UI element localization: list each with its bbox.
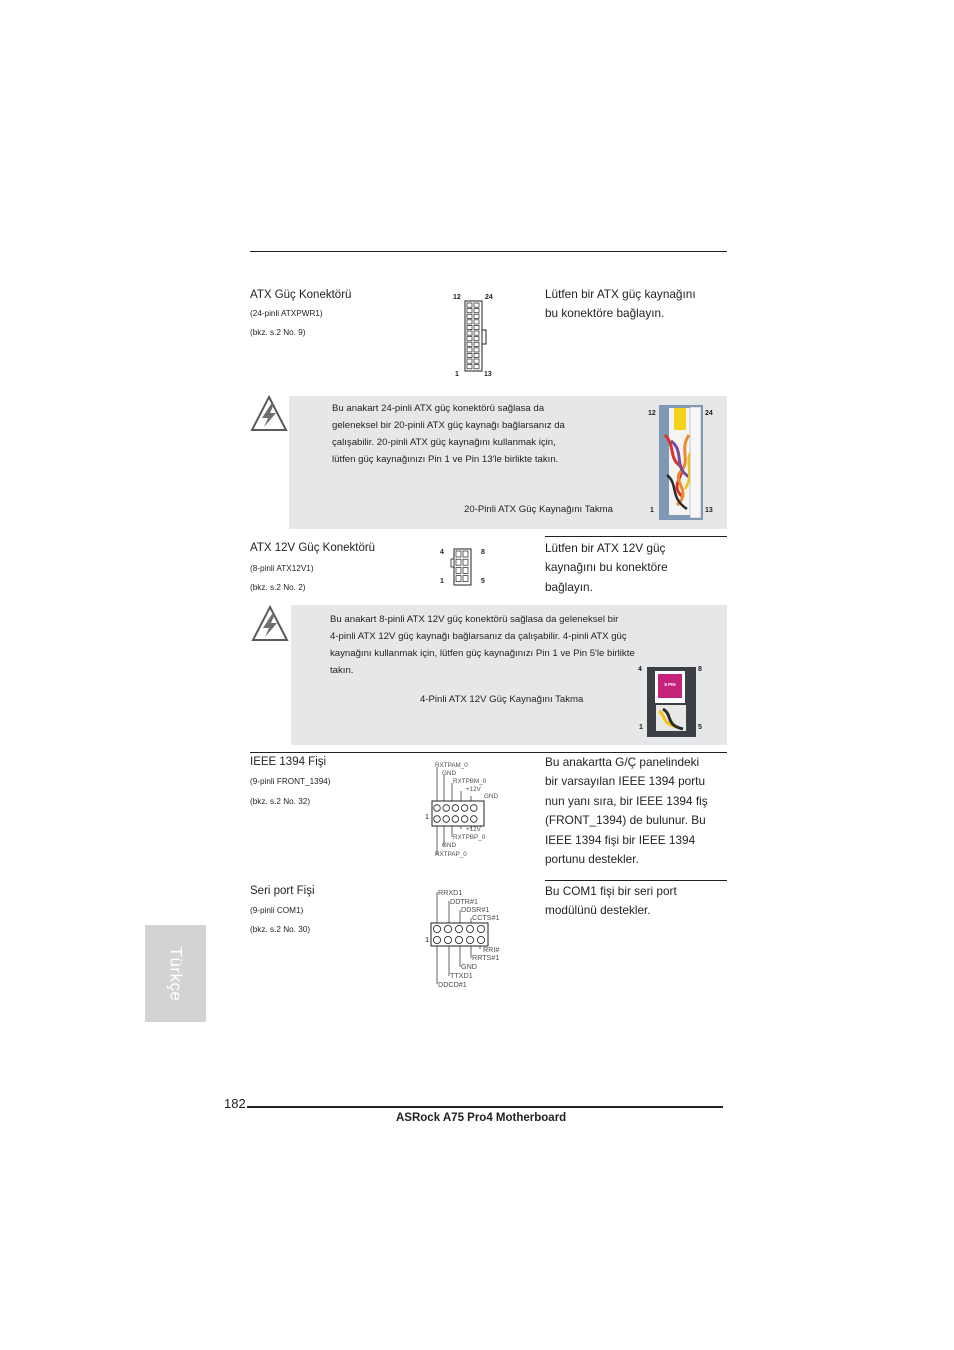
atx12v-photo-pin-8-label: 8 bbox=[698, 666, 702, 673]
connector-pin bbox=[467, 325, 472, 329]
connector-pin bbox=[474, 337, 479, 341]
connector-pin bbox=[467, 359, 472, 363]
connector-pin bbox=[474, 342, 479, 346]
connector-pin bbox=[444, 925, 451, 932]
ieee-desc-line: (FRONT_1394) de bulunur. Bu bbox=[545, 813, 706, 828]
atx-note-line: Bu anakart 24-pinli ATX güç konektörü sağlasa da bbox=[332, 403, 545, 414]
connector-pin bbox=[467, 331, 472, 335]
ieee-pin-label: RXTPBP_0 bbox=[453, 834, 486, 841]
ieee-pin-label: +12V bbox=[466, 786, 481, 793]
connector-pin bbox=[467, 314, 472, 318]
connector-pin bbox=[467, 365, 472, 369]
ieee-pin-label: RXTPAP_0 bbox=[435, 851, 467, 858]
atx-pin-12-label: 12 bbox=[453, 294, 461, 301]
atx-desc-line: Lütfen bir ATX güç kaynağını bbox=[545, 287, 696, 301]
section-rule bbox=[545, 880, 727, 881]
connector-pin bbox=[466, 925, 473, 932]
atx12v-pin-5-label: 5 bbox=[481, 578, 485, 585]
connector-pin bbox=[474, 365, 479, 369]
ieee-description bbox=[545, 753, 708, 869]
atx12v-note-text bbox=[330, 611, 635, 679]
atx-note-text bbox=[332, 400, 565, 468]
ieee-pin-label: GND bbox=[484, 793, 498, 800]
ieee-pin-label: GND bbox=[442, 842, 456, 849]
com-ref: (bkz. s.2 No. 30) bbox=[250, 925, 311, 934]
ieee-model: (9-pinli FRONT_1394) bbox=[250, 777, 331, 786]
com-pin-label: CCTS#1 bbox=[472, 913, 500, 922]
language-label: Türkçe bbox=[166, 946, 186, 1001]
footer-product: ASRock A75 Pro4 Motherboard bbox=[396, 1112, 567, 1124]
connector-pin bbox=[467, 320, 472, 324]
connector-pin bbox=[461, 805, 468, 812]
connector-pin bbox=[474, 320, 479, 324]
atx12v-description bbox=[545, 539, 668, 597]
connector-pin bbox=[443, 805, 450, 812]
connector-pin bbox=[463, 559, 468, 565]
connector-pin bbox=[456, 567, 461, 573]
connector-pin bbox=[456, 551, 461, 557]
atx12v-photo-pin-1-label: 1 bbox=[639, 724, 643, 731]
atx-install-photo bbox=[659, 405, 703, 520]
connector-pin bbox=[474, 309, 479, 313]
ieee-pin-label: RXTPBM_0 bbox=[453, 778, 487, 785]
connector-pin bbox=[474, 348, 479, 352]
ieee-desc-line: IEEE 1394 fişi bir IEEE 1394 bbox=[545, 832, 696, 847]
atx12v-photo-label: 8 PIN bbox=[664, 682, 676, 687]
ieee-desc-line: bir varsayılan IEEE 1394 portu bbox=[545, 774, 706, 789]
connector-pin bbox=[474, 331, 479, 335]
atx12v-install-photo bbox=[647, 667, 696, 737]
com-pin-label: RRTS#1 bbox=[472, 953, 500, 962]
atx12v-note-caption: 4-Pinli ATX 12V Güç Kaynağını Takma bbox=[420, 694, 584, 705]
atx-connector-diagram bbox=[440, 290, 500, 382]
connector-pin bbox=[456, 576, 461, 582]
warning-icon bbox=[250, 604, 290, 644]
language-tab bbox=[145, 925, 206, 1022]
connector-pin bbox=[474, 303, 479, 307]
atx-model: (24-pinli ATXPWR1) bbox=[250, 309, 323, 318]
atx12v-note-line: takın. bbox=[330, 665, 354, 676]
atx-photo-pin-24-label: 24 bbox=[705, 410, 713, 417]
atx12v-note-line: 4-pinli ATX 12V güç kaynağı bağlarsanız da çalışabilir. 4-pinli ATX güç bbox=[330, 631, 627, 642]
connector-pin bbox=[452, 805, 459, 812]
ieee-pin-label: GND bbox=[442, 770, 456, 777]
connector-pin bbox=[463, 576, 468, 582]
com-pin-label: DDSR#1 bbox=[461, 905, 490, 914]
com-pin-label: RRI# bbox=[483, 945, 500, 954]
atx-ref: (bkz. s.2 No. 9) bbox=[250, 328, 306, 337]
section-rule bbox=[545, 536, 727, 537]
top-rule bbox=[250, 251, 727, 252]
atx-note-caption: 20-Pinli ATX Güç Kaynağını Takma bbox=[464, 504, 613, 515]
connector-pin bbox=[467, 342, 472, 346]
atx-photo-pin-12-label: 12 bbox=[648, 410, 656, 417]
atx12v-model: (8-pinli ATX12V1) bbox=[250, 564, 314, 573]
ieee-pin-label: RXTPAM_0 bbox=[435, 762, 468, 769]
atx12v-photo-pin-5-label: 5 bbox=[698, 724, 702, 731]
com-desc-line: modülünü destekler. bbox=[545, 903, 651, 918]
com-pin-1-label: 1 bbox=[425, 935, 430, 944]
atx12v-pin-1-label: 1 bbox=[440, 578, 444, 585]
atx-pin-24-label: 24 bbox=[485, 294, 493, 301]
ieee-header-diagram bbox=[425, 760, 515, 860]
connector-pin bbox=[466, 936, 473, 943]
connector-pin bbox=[467, 348, 472, 352]
com-pin-label: TTXD1 bbox=[450, 971, 473, 980]
atx12v-photo-pin-4-label: 4 bbox=[638, 666, 642, 673]
com-description bbox=[545, 882, 677, 921]
atx-photo-pin-13-label: 13 bbox=[705, 507, 713, 514]
warning-icon bbox=[249, 394, 289, 434]
com-model: (9-pinli COM1) bbox=[250, 906, 304, 915]
ieee-desc-line: Bu anakartta G/Ç panelindeki bbox=[545, 755, 700, 769]
connector-pin bbox=[467, 353, 472, 357]
com-title: Seri port Fişi bbox=[250, 885, 315, 897]
atx12v-title: ATX 12V Güç Konektörü bbox=[250, 542, 376, 554]
footer-rule bbox=[247, 1106, 723, 1108]
atx-note-line: lütfen güç kaynağınızı Pin 1 ve Pin 13'le birlikte takın. bbox=[332, 454, 559, 465]
connector-pin bbox=[474, 314, 479, 318]
connector-pin bbox=[477, 925, 484, 932]
connector-pin bbox=[433, 925, 440, 932]
connector-pin bbox=[434, 816, 441, 823]
connector-pin bbox=[456, 559, 461, 565]
ieee-ref: (bkz. s.2 No. 32) bbox=[250, 797, 311, 806]
atx12v-note-line: Bu anakart 8-pinli ATX 12V güç konektörü sağlasa da geleneksel bir bbox=[330, 614, 619, 625]
atx-description bbox=[545, 285, 696, 324]
com-desc-line: Bu COM1 fişi bir seri port bbox=[545, 884, 677, 898]
page-number: 182 bbox=[224, 1096, 246, 1111]
connector-pin bbox=[463, 551, 468, 557]
atx12v-note-line: kaynağını kullanmak için, lütfen güç kaynağınızı Pin 1 ve Pin 5'le birlikte bbox=[330, 648, 635, 659]
connector-pin bbox=[434, 805, 441, 812]
connector-pin bbox=[474, 353, 479, 357]
connector-pin bbox=[463, 567, 468, 573]
connector-pin bbox=[471, 805, 478, 812]
connector-pin bbox=[455, 925, 462, 932]
com-pin-label: DDCD#1 bbox=[438, 980, 467, 989]
atx-note-line: geleneksel bir 20-pinli ATX güç kaynağı bağlarsanız da bbox=[332, 420, 565, 431]
connector-pin bbox=[452, 816, 459, 823]
connector-pin bbox=[474, 359, 479, 363]
atx-note-line: çalışabilir. 20-pinli ATX güç kaynağını kullanmak için, bbox=[332, 437, 556, 448]
connector-pin bbox=[444, 936, 451, 943]
ieee-pin-label: +12V bbox=[466, 826, 481, 833]
atx-pin-1-label: 1 bbox=[455, 371, 459, 378]
com-pin-label: RRXD1 bbox=[438, 888, 463, 897]
connector-pin bbox=[477, 936, 484, 943]
connector-pin bbox=[471, 816, 478, 823]
ieee-desc-line: nun yanı sıra, bir IEEE 1394 fiş bbox=[545, 793, 708, 808]
connector-pin bbox=[467, 337, 472, 341]
com-pin-label: GND bbox=[461, 962, 477, 971]
connector-pin bbox=[443, 816, 450, 823]
connector-pin bbox=[433, 936, 440, 943]
ieee-title: IEEE 1394 Fişi bbox=[250, 756, 327, 768]
atx-desc-line: bu konektöre bağlayın. bbox=[545, 306, 665, 321]
connector-pin bbox=[467, 309, 472, 313]
atx12v-pin-4-label: 4 bbox=[440, 549, 444, 556]
ieee-pin-1-label: 1 bbox=[425, 814, 429, 821]
com-pin-label: DDTR#1 bbox=[450, 897, 478, 906]
atx12v-desc-line: Lütfen bir ATX 12V güç bbox=[545, 541, 666, 555]
atx-title: ATX Güç Konektörü bbox=[250, 289, 352, 301]
atx-pin-13-label: 13 bbox=[484, 371, 492, 378]
connector-pin bbox=[474, 325, 479, 329]
atx12v-desc-line: bağlayın. bbox=[545, 579, 593, 594]
atx-photo-pin-1-label: 1 bbox=[650, 507, 654, 514]
atx12v-pin-8-label: 8 bbox=[481, 549, 485, 556]
atx12v-desc-line: kaynağını bu konektöre bbox=[545, 560, 668, 575]
connector-pin bbox=[467, 303, 472, 307]
atx12v-ref: (bkz. s.2 No. 2) bbox=[250, 583, 306, 592]
ieee-desc-line: portunu destekler. bbox=[545, 852, 639, 867]
connector-pin bbox=[461, 816, 468, 823]
connector-pin bbox=[455, 936, 462, 943]
